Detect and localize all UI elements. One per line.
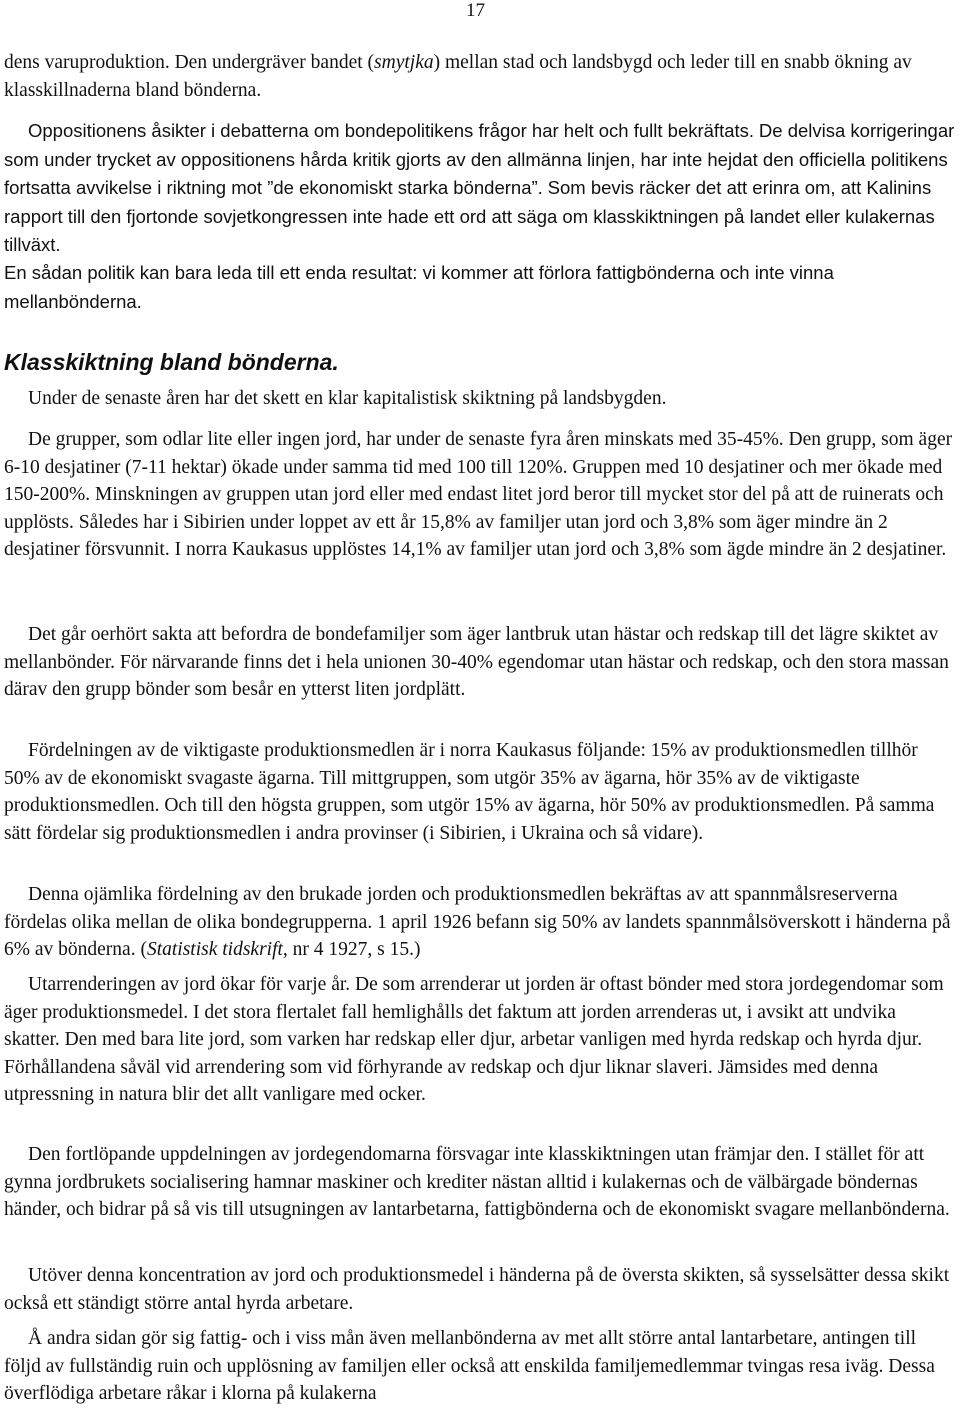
paragraph-1-term: smytjka [374, 52, 434, 73]
paragraph-5 [4, 426, 956, 564]
paragraph-4-text: Under de senaste åren har det skett en klar kapitalistisk skiktning på landsbygden. [28, 388, 667, 409]
paragraph-11 [4, 1262, 956, 1317]
paragraph-8-text-c: , nr 4 1927, s 15.) [282, 939, 421, 960]
paragraph-5-text-a: De grupper, som odlar lite eller ingen jord, har under de senaste fyra åren minskats med 35-45%. Den grupp, som äger 6-10 desjatiner (7-11 hektar) ökade under samma tid med 100 till 120%. Gruppen med 10 desjatiner och mer ökade med 150-200%. [4, 429, 953, 505]
paragraph-4 [4, 385, 956, 413]
paragraph-1-text-c: ) mellan stad och landsbygd och leder till en snabb ökning av klasskillnaderna bland bönderna. [4, 52, 912, 101]
paragraph-9-text-a: Utarrenderingen av jord ökar för varje år. [28, 974, 351, 995]
paragraph-5-text-c: I norra Kaukasus upplöstes 14,1% av familjer utan jord och 3,8% som ägde mindre än 2 desjatiner. [174, 539, 947, 560]
paragraph-10 [4, 1141, 956, 1224]
paragraph-8-text-a: Denna ojämlika fördelning av den brukade jorden och produktionsmedlen bekräftas av att spannmålsreserverna fördelas olika mellan de olika bondegrupperna. 1 april 1926 befann sig 50% av landets spannmålsöverskott i händerna på 6% av bönderna. ( [4, 884, 951, 960]
paragraph-3-text: En sådan politik kan bara leda till ett enda resultat: vi kommer att förlora fattigbönderna och inte vinna mellanbönderna. [4, 262, 834, 312]
paragraph-10-text-a: Den fortlöpande uppdelningen av jordegendomarna försvagar inte klasskiktningen utan främjar den. [28, 1144, 810, 1165]
paragraph-9-text-e: Förhållandena såväl vid arrendering som vid förhyrande av redskap och djur liknar slaveri. [4, 1056, 713, 1078]
paragraph-6-text-b: För närvarande finns det i hela unionen 30-40% egendomar utan hästar och redskap, och den stora massan därav den grupp bönder som besår en ytterst liten jordplätt. [4, 651, 949, 700]
paragraph-12-text: Å andra sidan gör sig fattig- och i viss mån även mellanbönderna av met allt större antal lantarbetare, antingen till följd av fullständig ruin och upplösning av familjen eller också att enskilda familjemedlemmar tvingas resa iväg. Dessa överflödiga arbetare råkar i klorna på kulakerna [4, 1328, 935, 1404]
paragraph-1-text-a: dens varuproduktion. Den undergräver bandet ( [4, 52, 375, 73]
paragraph-9-text-f: Jämsides med denna utpressning in natura blir det allt vanligare med ocker. [4, 1056, 878, 1105]
paragraph-2-sentence-1: Oppositionens åsikter i debatterna om bondepolitikens frågor har helt och fullt bekräftats. [28, 120, 755, 141]
paragraph-6 [4, 621, 956, 704]
paragraph-8 [4, 881, 956, 964]
section-heading: Klasskiktning bland bönderna. [4, 349, 339, 375]
paragraph-3 [4, 259, 956, 316]
paragraph-6-text-a: Det går oerhört sakta att befordra de bondefamiljer som äger lantbruk utan hästar och redskap till det lägre skiktet av mellanbönder. [4, 624, 939, 673]
paragraph-9 [4, 971, 956, 1109]
paragraph-10-text-b: I stället för att gynna jordbrukets socialisering hamnar maskiner och krediter nästan alltid i kulakernas och de välbärgade böndernas händer, och bidrar på så vis till utsugningen av lantarbetarna, fattigbönderna och de ekonomiskt svagare mellanbönderna. [4, 1144, 950, 1220]
paragraph-7-text-a: Fördelningen av de viktigaste produktionsmedlen är i norra Kaukasus följande: 15% av produktionsmedlen tillhör 50% av de ekonomiskt svagaste ägarna. [4, 740, 918, 789]
paragraph-8-citation: Statistisk tidskrift [146, 939, 283, 960]
page-number: 17 [466, 0, 485, 21]
paragraph-12 [4, 1325, 956, 1408]
paragraph-11-text: Utöver denna koncentration av jord och produktionsmedel i händerna på de översta skikten, så sysselsätter dessa skikt också ett ständigt större antal hyrda arbetare. [4, 1265, 950, 1314]
paragraph-1 [4, 49, 956, 104]
paragraph-7-text-c: Och till den högsta gruppen, som utgör 15% av ägarna, hör 50% av produktionsmedlen. [164, 795, 850, 816]
paragraph-2-sentence-2: De delvisa korrigeringar som under trycket av oppositionens hårda kritik gjorts av den allmänna linjen, har inte hejdat den officiella politikens fortsatta avvikelse i riktning mot ”de ekonomiskt starka bönderna”. [4, 120, 955, 198]
paragraph-9-text-d: Den med bara lite jord, som varken har redskap eller djur, arbetar vanligen med hyrda redskap och hyrda djur. [64, 1029, 923, 1050]
paragraph-7-text-d: På samma sätt fördelar sig produktionsmedlen i andra provinser (i Sibirien, i Ukraina och så vidare). [4, 795, 935, 844]
paragraph-2 [4, 117, 956, 260]
paragraph-7-text-b: Till mittgruppen, som utgör 35% av ägarna, hör 35% av de viktigaste produktionsmedlen. [4, 767, 860, 816]
paragraph-7 [4, 737, 956, 847]
paragraph-2-sentence-3: Som bevis räcker det att erinra om, att Kalinins rapport till den fjortonde sovjetkongressen inte hade ett ord att säga om klasskiktningen på landet eller kulakernas tillväxt. [4, 177, 935, 255]
paragraph-9-text-c: I det stora flertalet fall hemlighålls det faktum att jorden arrenderas ut, i avsikt att undvika skatter. [4, 1001, 896, 1050]
paragraph-9-text-b: De som arrenderar ut jorden är oftast bönder med stora jordegendomar som äger produktionsmedel. [4, 974, 944, 1023]
paragraph-5-text-b: Minskningen av gruppen utan jord eller med endast litet jord beror till mycket stor del på att de ruinerats och upplösts. Således har i Sibirien under loppet av ett år 15,8% av familjer utan jord och 3,8% som äger mindre än 2 desjatiner försvunnit. [4, 484, 944, 560]
